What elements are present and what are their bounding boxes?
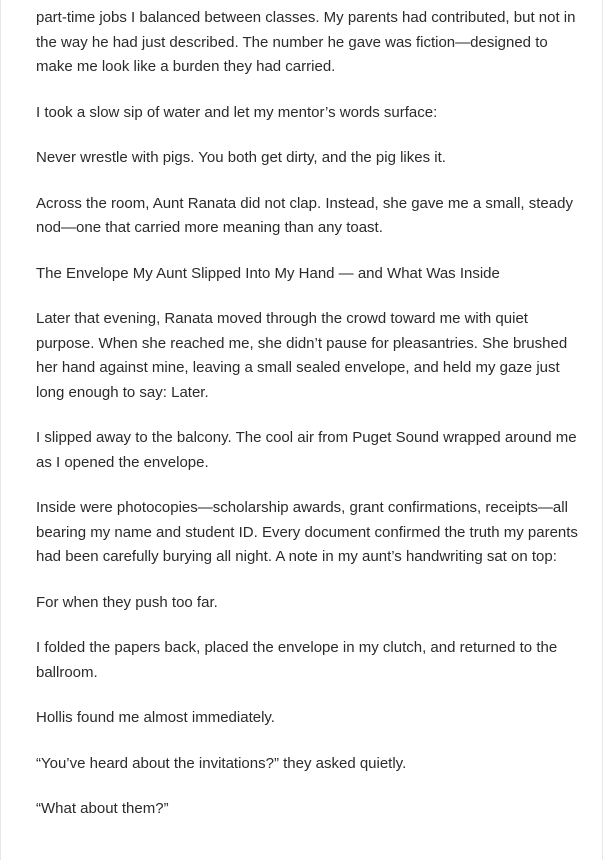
- paragraph-folded-papers: I folded the papers back, placed the envelope in my clutch, and returned to the ballroom.: [36, 639, 558, 681]
- paragraph-balcony: I slipped away to the balcony. The cool air from Puget Sound wrapped around me as I opened the envelope.: [36, 429, 577, 471]
- paragraph-invitations-question: “You’ve heard about the invitations?” they asked quietly.: [36, 754, 407, 772]
- paragraph-hollis: Hollis found me almost immediately.: [36, 709, 275, 726]
- paragraph-aunt-nod: Across the room, Aunt Ranata did not clap. Instead, she gave me a small, steady nod—one that carried more meaning than any toast.: [36, 194, 573, 236]
- article-body: [36, 6, 581, 843]
- paragraph-ranata-envelope: Later that evening, Ranata moved through the crowd toward me with quiet purpose. When she reached me, she didn’t pause for pleasantries. She brushed her hand against mine, leaving a small sealed envelope, and held my gaze just long enough to say: Later.: [36, 310, 568, 401]
- paragraph-tuition-context: part-time jobs I balanced between classes. My parents had contributed, but not in the way he had just described. The number he gave was fiction—designed to make me look like a burden they had carried.: [36, 9, 576, 75]
- paragraph-sip-of-water: I took a slow sip of water and let my mentor’s words surface:: [36, 103, 438, 121]
- paragraph-mentor-quote: Never wrestle with pigs. You both get dirty, and the pig likes it.: [36, 149, 446, 166]
- paragraph-photocopies: Inside were photocopies—scholarship awards, grant confirmations, receipts—all bearing my name and student ID. Every document confirmed the truth my parents had been carefully burying all night. A note in my aunt’s handwriting sat on top:: [36, 499, 578, 565]
- paragraph-what-about-them: “What about them?”: [36, 800, 169, 817]
- section-heading-envelope: The Envelope My Aunt Slipped Into My Hand — and What Was Inside: [36, 264, 500, 282]
- paragraph-note: For when they push too far.: [36, 593, 218, 611]
